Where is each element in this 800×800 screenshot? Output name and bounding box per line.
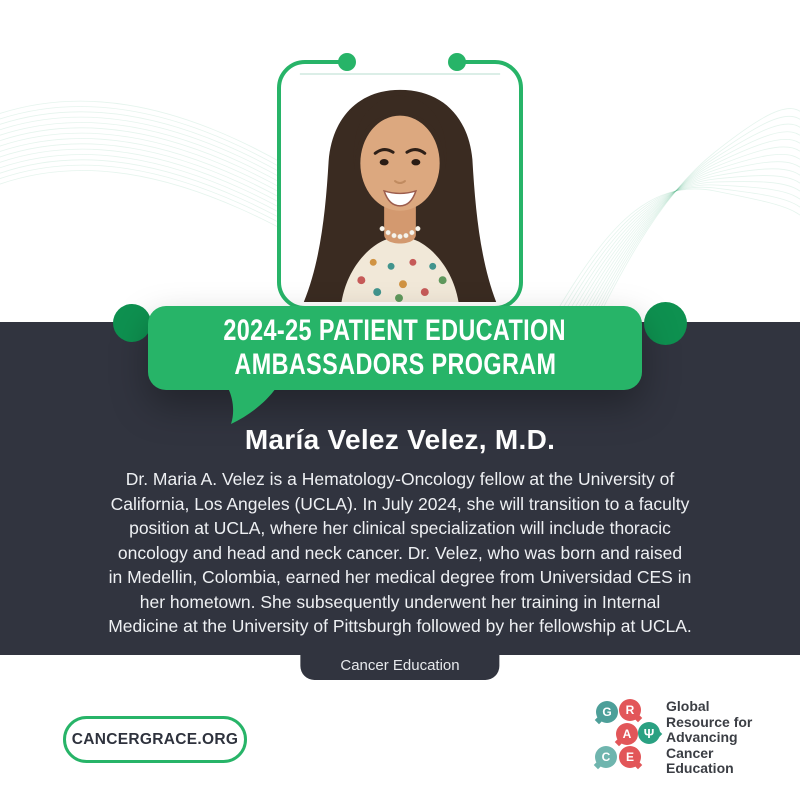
caduceus-icon: Ψ xyxy=(638,722,660,744)
portrait-frame xyxy=(277,60,523,310)
program-banner xyxy=(148,306,642,390)
bio-line: in Medellin, Colombia, earned her medical degree from Universidad CES in xyxy=(108,567,692,587)
logo-tagline xyxy=(666,699,752,777)
portrait-illustration xyxy=(284,72,516,302)
bio-line: her hometown. She subsequently underwent her training in Internal xyxy=(139,591,661,612)
tagline-line: Resource for xyxy=(666,713,753,730)
logo-letter-r: R xyxy=(619,699,641,721)
ambassador-bio xyxy=(40,467,760,639)
tagline-line: Education xyxy=(666,760,734,776)
bio-line: California, Los Angeles (UCLA). In July 2024, she will transition to a faculty xyxy=(110,493,690,514)
grace-logo xyxy=(594,690,780,782)
ribbon-tail xyxy=(226,388,278,426)
tagline-line: Cancer xyxy=(666,744,714,761)
banner-line-2: AMBASSADORS PROGRAM xyxy=(233,348,557,381)
bio-line: Dr. Maria A. Velez is a Hematology-Oncology fellow at the University of xyxy=(125,469,675,489)
frame-top-gap xyxy=(355,58,449,68)
logo-letter-e: E xyxy=(619,746,641,768)
bio-line: Medicine at the University of Pittsburgh followed by her fellowship at UCLA. xyxy=(108,616,692,636)
logo-letter-g: G xyxy=(596,701,618,723)
bio-line: position at UCLA, where her clinical specialization will include thoracic xyxy=(129,518,671,538)
category-tag: Cancer Education xyxy=(300,654,499,680)
tagline-line: Global xyxy=(666,698,710,714)
banner-line-1: 2024-25 PATIENT EDUCATION xyxy=(223,314,567,347)
ribbon-fold-left xyxy=(113,304,151,342)
frame-dot-left xyxy=(338,53,356,71)
ribbon-fold-right xyxy=(644,302,687,345)
tagline-line: Advancing xyxy=(666,729,738,745)
ambassador-name: María Velez Velez, M.D. xyxy=(244,424,556,455)
logo-letter-c: C xyxy=(595,746,617,768)
logo-letter-a: A xyxy=(616,723,638,745)
website-label: CANCERGRACE.ORG xyxy=(71,730,239,748)
bio-line: oncology and head and neck cancer. Dr. Velez, who was born and raised xyxy=(117,542,683,563)
portrait-photo xyxy=(284,72,516,302)
website-button[interactable] xyxy=(63,716,247,763)
frame-dot-right xyxy=(448,53,466,71)
